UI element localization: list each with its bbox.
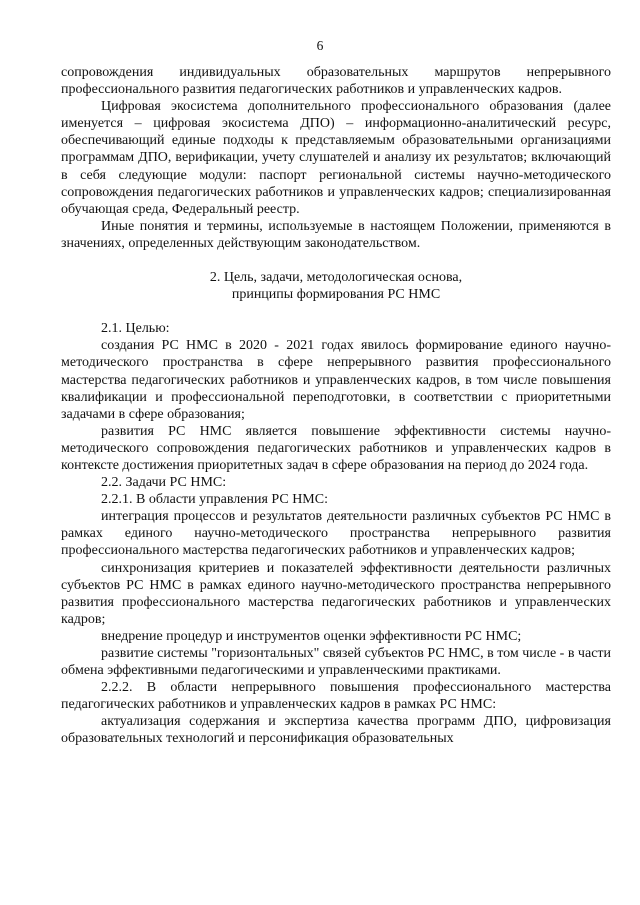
paragraph-synchronization: синхронизация критериев и показателей эффективности деятельности различных субъектов РС НМС в рамках единого научно-методического пространства непрерывного развития профессионального мастерства педагогических работников и управленческих кадров; [61,560,611,627]
clause-2-1: 2.1. Целью: [101,321,170,337]
section-heading-line-2: принципы формирования РС НМС [231,287,441,303]
clause-2-2-2: 2.2.2. В области непрерывного повышения профессионального мастерства педагогических работников и управленческих кадров в рамках РС НМС: [61,680,611,713]
paragraph-goal-development: развития РС НМС является повышение эффективности системы научно-методического сопровождения педагогических работников и управленческих кадров в контексте достижения приоритетных задач в сфере образования на период до 2024 года. [61,423,611,473]
clause-2-2-1: 2.2.1. В области управления РС НМС: [101,492,328,508]
clause-2-2: 2.2. Задачи РС НМС: [101,475,227,491]
document-body [61,64,611,748]
paragraph-other-terms: Иные понятия и термины, используемые в настоящем Положении, применяются в значениях, определенных действующим законодательством. [61,218,611,251]
paragraph-horizontal-links: развитие системы "горизонтальных" связей субъектов РС НМС, в том числе - в части обмена эффективными педагогическими и управленческими практиками. [61,646,612,679]
section-heading-line-1: 2. Цель, задачи, методологическая основа, [209,270,463,286]
paragraph-goal-creation: создания РС НМС в 2020 - 2021 годах явилось формирование единого научно-методического пространства в сфере непрерывного развития профессионального мастерства педагогических работников и управленческих кадров, в том числе повышения квалификации и профессиональной переподготовки, в соответствии с приоритетными задачами в сфере образования; [61,338,611,422]
paragraph-continuation: сопровождения индивидуальных образовательных маршрутов непрерывного профессионального развития педагогических работников и управленческих кадров. [61,65,611,98]
paragraph-evaluation: внедрение процедур и инструментов оценки эффективности РС НМС; [101,628,522,644]
paragraph-integration: интеграция процессов и результатов деятельности различных субъектов РС НМС в рамках единого научно-методического пространства непрерывного развития профессионального мастерства педагогических работников и управленческих кадров; [61,509,611,559]
paragraph-actualization: актуализация содержания и экспертиза качества программ ДПО, цифровизация образовательных технологий и персонификация образовательных [61,714,611,747]
page-number: 6 [316,38,324,53]
section-heading [61,269,611,303]
paragraph-digital-ecosystem: Цифровая экосистема дополнительного профессионального образования (далее именуется – цифровая экосистема ДПО) – информационно-аналитический ресурс, обеспечивающий единые подходы к представляемым образовательными организациями программам ДПО, верификации, учету слушателей и анализу их результатов; включающий в себя следующие модули: паспорт региональной системы научно-методического сопровождения педагогических работников и управленческих кадров; специализированная обучающая среда, Федеральный реестр. [61,99,611,217]
